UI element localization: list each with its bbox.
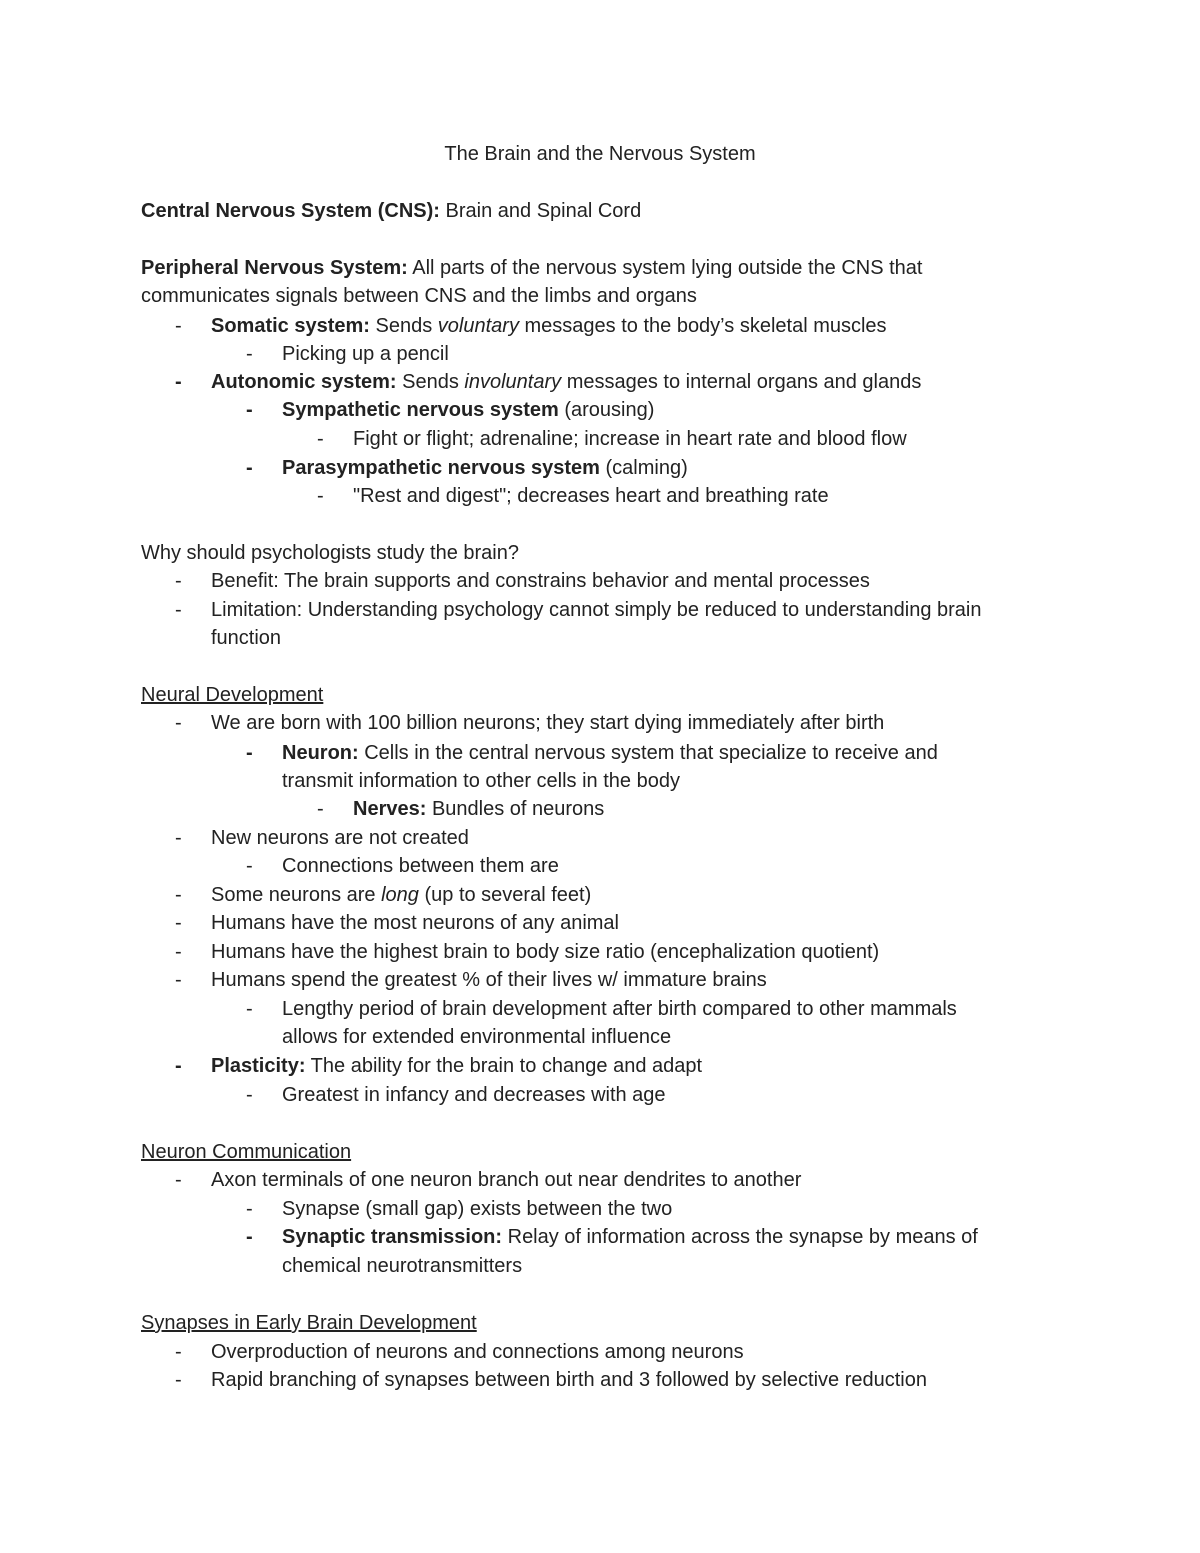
bullet-dash: - bbox=[246, 457, 253, 479]
nerves-def: Bundles of neurons bbox=[426, 798, 605, 820]
page-title: The Brain and the Nervous System bbox=[444, 143, 756, 165]
somatic-pre: Sends bbox=[369, 315, 438, 337]
connections-line: Connections between them are bbox=[282, 855, 559, 877]
synaptic-term: Synaptic transmission: bbox=[282, 1226, 503, 1248]
long-post: (up to several feet) bbox=[418, 884, 592, 906]
why-limitation: Limitation: Understanding psychology cannot simply be reduced to understanding brain bbox=[211, 599, 982, 621]
cns-term: Central Nervous System (CNS): bbox=[141, 200, 440, 222]
pns-definition bbox=[141, 254, 922, 282]
bullet-dash: - bbox=[175, 371, 182, 393]
somatic-post: messages to the body’s skeletal muscles bbox=[518, 315, 887, 337]
bullet-dash: - bbox=[175, 969, 182, 991]
nerves-line bbox=[353, 795, 604, 823]
neuron-def: Cells in the central nervous system that specialize to receive and bbox=[358, 742, 938, 764]
neuron-communication-heading: Neuron Communication bbox=[141, 1141, 352, 1163]
long-pre: Some neurons are bbox=[211, 884, 382, 906]
synaptic-transmission-line bbox=[282, 1223, 978, 1251]
neuron-term: Neuron: bbox=[282, 742, 359, 764]
bullet-dash: - bbox=[175, 884, 182, 906]
bullet-dash: - bbox=[246, 998, 253, 1020]
neuron-def-cont: transmit information to other cells in the body bbox=[282, 770, 680, 792]
synaptic-def-cont: chemical neurotransmitters bbox=[282, 1255, 523, 1277]
bullet-dash: - bbox=[175, 712, 182, 734]
bullet-dash: - bbox=[175, 599, 182, 621]
bullet-dash: - bbox=[246, 343, 253, 365]
cns-def: Brain and Spinal Cord bbox=[439, 200, 642, 222]
bullet-dash: - bbox=[175, 941, 182, 963]
synaptic-def: Relay of information across the synapse by means of bbox=[502, 1226, 978, 1248]
nerves-term: Nerves: bbox=[353, 798, 427, 820]
bullet-dash: - bbox=[246, 399, 253, 421]
bullet-dash: - bbox=[317, 428, 324, 450]
autonomic-post: messages to internal organs and glands bbox=[561, 371, 922, 393]
bullet-dash: - bbox=[246, 1198, 253, 1220]
autonomic-pre: Sends bbox=[396, 371, 465, 393]
parasympathetic-term: Parasympathetic nervous system bbox=[282, 457, 600, 479]
plasticity-term: Plasticity: bbox=[211, 1055, 306, 1077]
parasympathetic-line bbox=[282, 454, 688, 482]
bullet-dash: - bbox=[175, 827, 182, 849]
bullet-dash: - bbox=[246, 1084, 253, 1106]
rapid-branching-line: Rapid branching of synapses between birth and 3 followed by selective reduction bbox=[211, 1369, 927, 1391]
somatic-line bbox=[211, 312, 887, 340]
neural-development-heading: Neural Development bbox=[141, 684, 324, 706]
bullet-dash: - bbox=[175, 1169, 182, 1191]
long-em: long bbox=[381, 884, 419, 906]
born-line: We are born with 100 billion neurons; they start dying immediately after birth bbox=[211, 712, 885, 734]
overproduction-line: Overproduction of neurons and connections among neurons bbox=[211, 1341, 744, 1363]
immature-line: Humans spend the greatest % of their lives w/ immature brains bbox=[211, 969, 767, 991]
bullet-dash: - bbox=[317, 485, 324, 507]
plasticity-line bbox=[211, 1052, 702, 1080]
bullet-dash: - bbox=[317, 798, 324, 820]
bullet-dash: - bbox=[246, 1226, 253, 1248]
autonomic-term: Autonomic system: bbox=[211, 371, 397, 393]
synapse-line: Synapse (small gap) exists between the two bbox=[282, 1198, 673, 1220]
lengthy-cont: allows for extended environmental influence bbox=[282, 1026, 672, 1048]
parasympathetic-example: "Rest and digest"; decreases heart and breathing rate bbox=[353, 485, 829, 507]
cns-definition bbox=[141, 197, 641, 225]
synapses-early-heading: Synapses in Early Brain Development bbox=[141, 1312, 477, 1334]
sympathetic-desc: (arousing) bbox=[558, 399, 655, 421]
most-neurons-line: Humans have the most neurons of any animal bbox=[211, 912, 619, 934]
sympathetic-example: Fight or flight; adrenaline; increase in heart rate and blood flow bbox=[353, 428, 907, 450]
axon-line: Axon terminals of one neuron branch out near dendrites to another bbox=[211, 1169, 802, 1191]
somatic-example: Picking up a pencil bbox=[282, 343, 449, 365]
autonomic-line bbox=[211, 368, 921, 396]
bullet-dash: - bbox=[175, 1055, 182, 1077]
pns-def: All parts of the nervous system lying outside the CNS that bbox=[407, 257, 923, 279]
new-neurons-line: New neurons are not created bbox=[211, 827, 469, 849]
pns-def-cont: communicates signals between CNS and the limbs and organs bbox=[141, 285, 697, 307]
pns-term: Peripheral Nervous System: bbox=[141, 257, 408, 279]
somatic-term: Somatic system: bbox=[211, 315, 370, 337]
ratio-line: Humans have the highest brain to body size ratio (encephalization quotient) bbox=[211, 941, 880, 963]
bullet-dash: - bbox=[175, 1341, 182, 1363]
why-limitation-cont: function bbox=[211, 627, 282, 649]
autonomic-em: involuntary bbox=[464, 371, 562, 393]
long-neurons-line bbox=[211, 881, 591, 909]
bullet-dash: - bbox=[175, 315, 182, 337]
why-question: Why should psychologists study the brain? bbox=[141, 542, 519, 564]
somatic-em: voluntary bbox=[437, 315, 519, 337]
plasticity-def: The ability for the brain to change and adapt bbox=[305, 1055, 703, 1077]
parasympathetic-desc: (calming) bbox=[599, 457, 688, 479]
why-benefit: Benefit: The brain supports and constrains behavior and mental processes bbox=[211, 570, 870, 592]
bullet-dash: - bbox=[175, 912, 182, 934]
sympathetic-line bbox=[282, 396, 654, 424]
neuron-line bbox=[282, 739, 938, 767]
bullet-dash: - bbox=[175, 1369, 182, 1391]
lengthy-line: Lengthy period of brain development after birth compared to other mammals bbox=[282, 998, 957, 1020]
bullet-dash: - bbox=[175, 570, 182, 592]
bullet-dash: - bbox=[246, 855, 253, 877]
greatest-line: Greatest in infancy and decreases with age bbox=[282, 1084, 666, 1106]
bullet-dash: - bbox=[246, 742, 253, 764]
sympathetic-term: Sympathetic nervous system bbox=[282, 399, 559, 421]
